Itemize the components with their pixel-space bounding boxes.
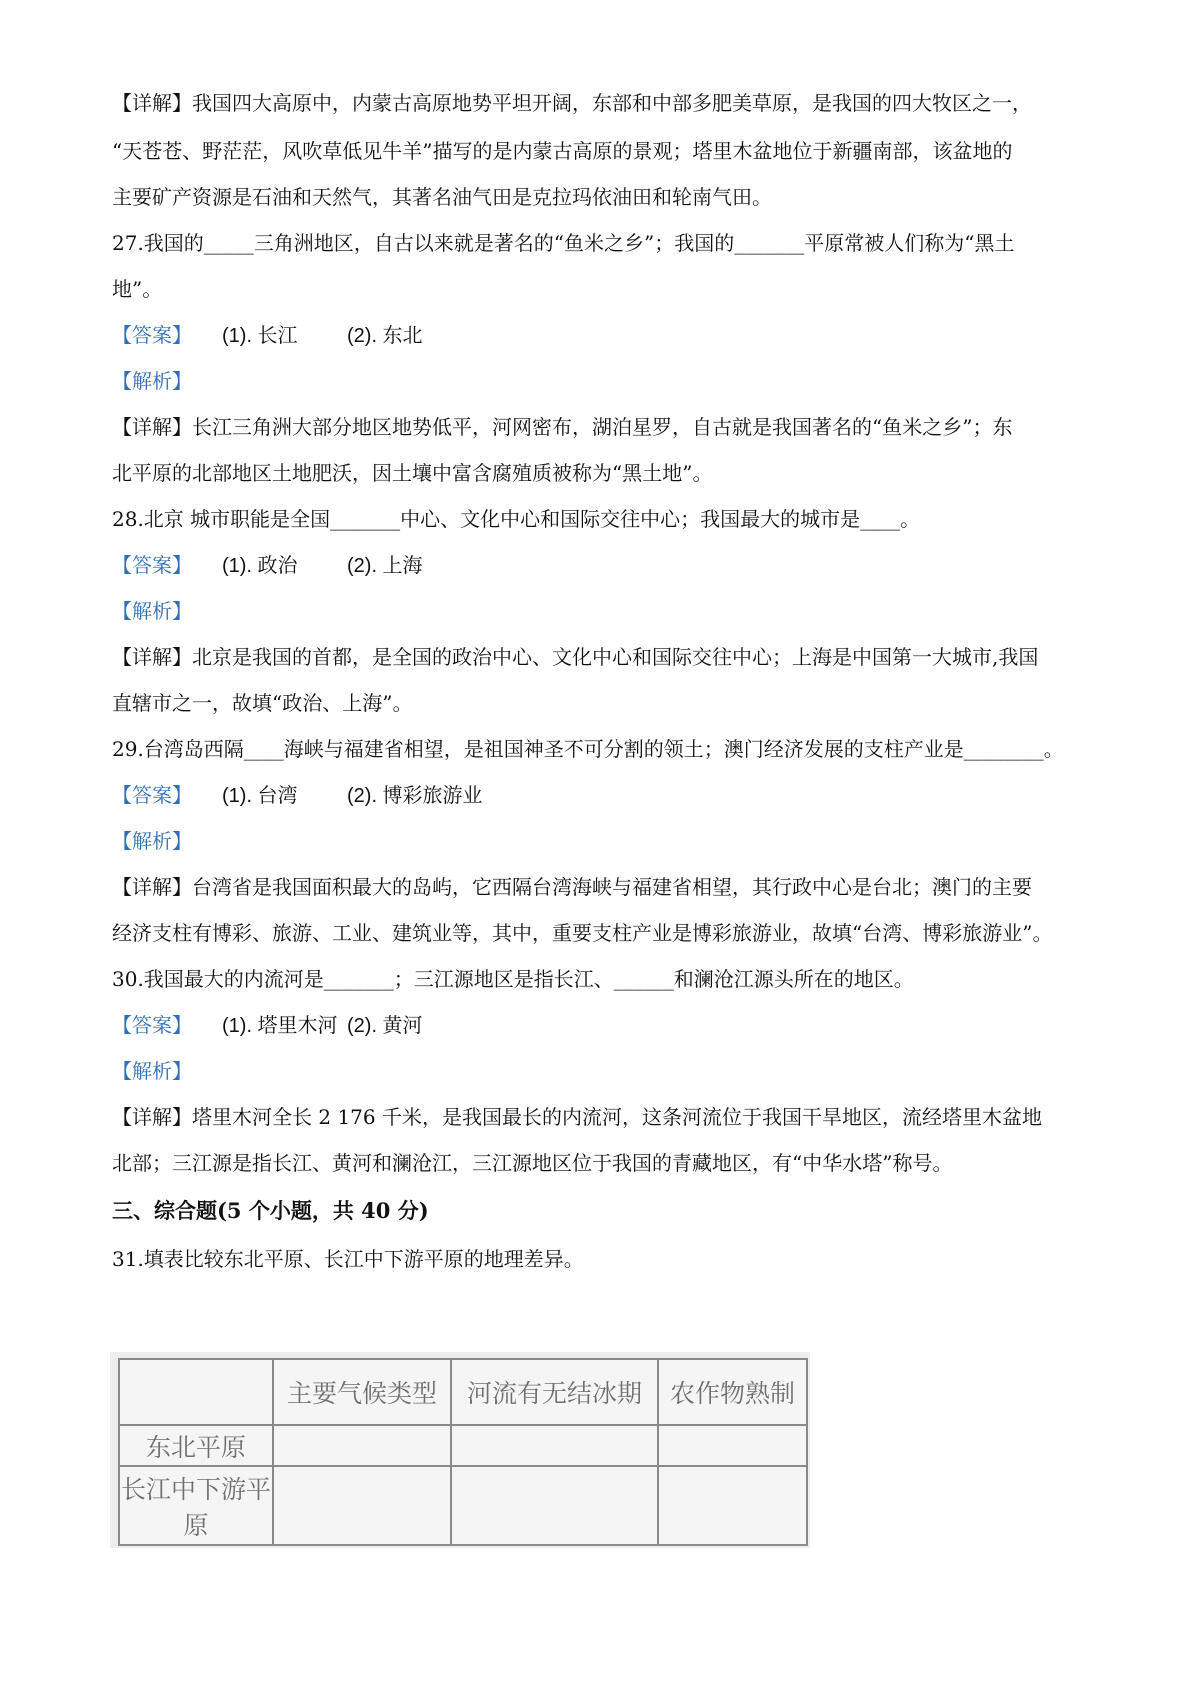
question-31: 31.填表比较东北平原、长江中下游平原的地理差异。 xyxy=(112,1247,584,1271)
answer-label: 【答案】 xyxy=(112,553,192,577)
answer-label: 【答案】 xyxy=(112,323,192,347)
answer-2: (2). 黄河 xyxy=(347,1015,423,1037)
answer-1: (1). 塔里木河 xyxy=(222,1015,338,1037)
detail-29-1: 【详解】台湾省是我国面积最大的岛屿，它西隔台湾海峡与福建省相望，其行政中心是台北；澳门的主要 xyxy=(112,875,1032,899)
table-cell xyxy=(451,1425,658,1466)
scanned-table-image xyxy=(110,1352,810,1548)
question-27-cont: 地”。 xyxy=(112,277,163,301)
table-header-cell: 主要气候类型 xyxy=(273,1359,451,1425)
answer-2: (2). 上海 xyxy=(347,555,423,577)
table-row-label: 东北平原 xyxy=(119,1425,273,1466)
table-cell xyxy=(451,1466,658,1545)
detail-27-1: 【详解】长江三角洲大部分地区地势低平，河网密布，湖泊星罗，自古就是我国著名的“鱼米之乡”；东 xyxy=(112,415,1013,439)
detail-27-2: 北平原的北部地区土地肥沃，因土壤中富含腐殖质被称为“黑土地”。 xyxy=(112,461,713,485)
table-cell xyxy=(273,1425,451,1466)
detail-28-1: 【详解】北京是我国的首都，是全国的政治中心、文化中心和国际交往中心；上海是中国第一大城市,我国 xyxy=(112,645,1039,669)
analysis-label: 【解析】 xyxy=(112,829,192,853)
question-30: 30.我国最大的内流河是_______；三江源地区是指长江、______和澜沧江源头所在的地区。 xyxy=(112,967,914,991)
detail-30-1: 【详解】塔里木河全长 2 176 千米，是我国最长的内流河，这条河流位于我国干旱地区，流经塔里木盆地 xyxy=(112,1105,1042,1129)
analysis-label: 【解析】 xyxy=(112,1059,192,1083)
table-header-cell xyxy=(119,1359,273,1425)
detail-line: 【详解】我国四大高原中，内蒙古高原地势平坦开阔，东部和中部多肥美草原，是我国的四大牧区之一， xyxy=(112,91,1032,115)
answer-1: (1). 政治 xyxy=(222,555,298,577)
analysis-label: 【解析】 xyxy=(112,369,192,393)
table-row-label: 长江中下游平原 xyxy=(119,1466,273,1545)
detail-29-2: 经济支柱有博彩、旅游、工业、建筑业等，其中，重要支柱产业是博彩旅游业，故填“台湾、博彩旅游业”。 xyxy=(112,921,1053,945)
question-27: 27.我国的_____三角洲地区，自古以来就是著名的“鱼米之乡”；我国的_______平原常被人们称为“黑土 xyxy=(112,231,1015,255)
table-header-cell: 河流有无结冰期 xyxy=(451,1359,658,1425)
answer-30 xyxy=(112,1010,1102,1041)
answer-27 xyxy=(112,320,1102,351)
answer-29 xyxy=(112,780,1102,811)
table-header-row xyxy=(119,1359,807,1425)
section-heading: 三、综合题(5 个小题，共 40 分) xyxy=(112,1198,429,1223)
answer-label: 【答案】 xyxy=(112,1013,192,1037)
table-header-cell: 农作物熟制 xyxy=(658,1359,807,1425)
detail-line: 主要矿产资源是石油和天然气，其著名油气田是克拉玛依油田和轮南气田。 xyxy=(112,185,772,209)
answer-label: 【答案】 xyxy=(112,783,192,807)
table-cell xyxy=(658,1466,807,1545)
detail-30-2: 北部；三江源是指长江、黄河和澜沧江，三江源地区位于我国的青藏地区，有“中华水塔”称号。 xyxy=(112,1151,953,1175)
answer-2: (2). 东北 xyxy=(347,325,423,347)
question-29: 29.台湾岛西隔____海峡与福建省相望，是祖国神圣不可分割的领土；澳门经济发展的支柱产业是________。 xyxy=(112,737,1064,761)
answer-2: (2). 博彩旅游业 xyxy=(347,785,483,807)
question-28: 28.北京 城市职能是全国_______中心、文化中心和国际交往中心；我国最大的城市是____。 xyxy=(112,507,921,531)
answer-1: (1). 台湾 xyxy=(222,785,298,807)
detail-28-2: 直辖市之一，故填“政治、上海”。 xyxy=(112,691,413,715)
analysis-label: 【解析】 xyxy=(112,599,192,623)
answer-28 xyxy=(112,550,1102,581)
answer-1: (1). 长江 xyxy=(222,325,298,347)
detail-line: “天苍苍、野茫茫，风吹草低见牛羊”描写的是内蒙古高原的景观；塔里木盆地位于新疆南部，该盆地的 xyxy=(112,139,1013,163)
table-row xyxy=(119,1425,807,1466)
comparison-table xyxy=(118,1358,808,1546)
table-cell xyxy=(658,1425,807,1466)
table-row xyxy=(119,1466,807,1545)
table-cell xyxy=(273,1466,451,1545)
